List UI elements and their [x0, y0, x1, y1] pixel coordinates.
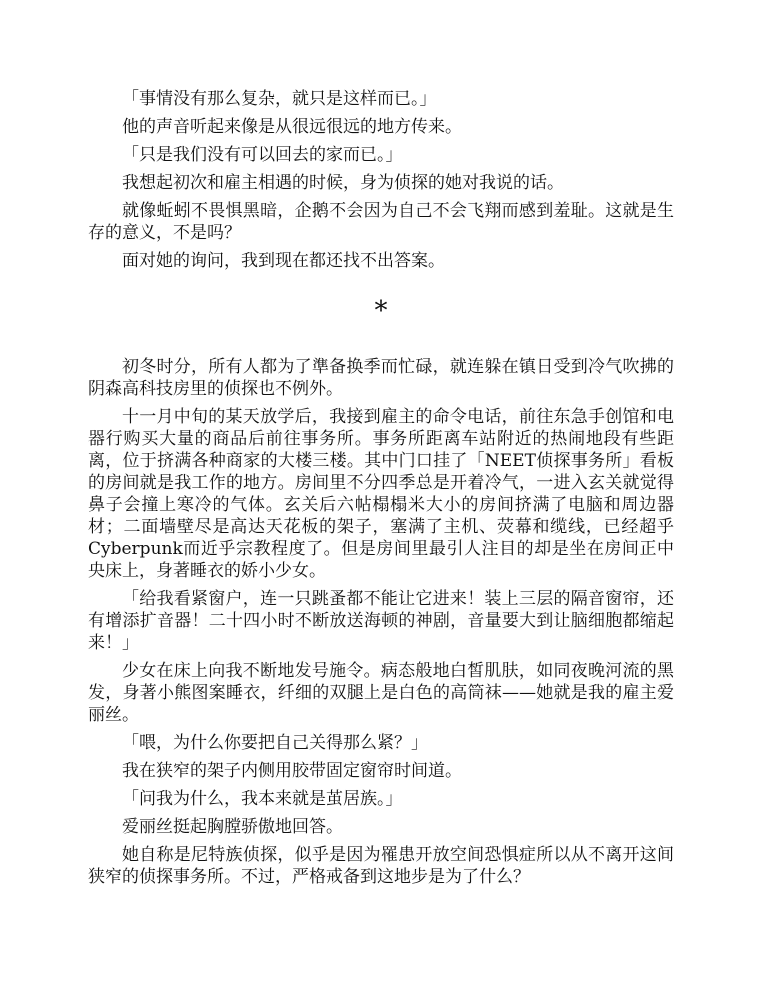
paragraph: 面对她的询问，我到现在都还找不出答案。 — [122, 251, 445, 271]
paragraph: 他的声音听起来像是从很远很远的地方传来。 — [122, 117, 462, 137]
paragraph: 我在狭窄的架子内侧用胶带固定窗帘时间道。 — [122, 761, 462, 781]
paragraph: 「喂，为什么你要把自己关得那么紧？」 — [122, 733, 428, 753]
paragraph: 少女在床上向我不断地发号施令。病态般地白皙肌肤，如同夜晚河流的黑发，身著小熊图案睡衣，纤细的双腿上是白色的高筒袜——她就是我的雇主爱丽丝。 — [88, 661, 674, 725]
section-main — [88, 356, 674, 888]
paragraph: 她自称是尼特族侦探，似乎是因为罹患开放空间恐惧症所以从不离开这间狭窄的侦探事务所。不过，严格戒备到这地步是为了什么？ — [88, 845, 674, 887]
paragraph: 就像蚯蚓不畏惧黑暗，企鹅不会因为自己不会飞翔而感到羞耻。这就是生存的意义，不是吗？ — [88, 201, 674, 243]
paragraph: 我想起初次和雇主相遇的时候，身为侦探的她对我说的话。 — [122, 173, 564, 193]
paragraph: 「事情没有那么复杂，就只是这样而已。」 — [122, 89, 437, 109]
section-opening — [88, 88, 674, 272]
paragraph: 「只是我们没有可以回去的家而已。」 — [122, 145, 403, 165]
paragraph: 初冬时分，所有人都为了準备换季而忙碌，就连躲在镇日受到冷气吹拂的阴森高科技房里的侦探也不例外。 — [88, 357, 674, 399]
document-page — [88, 88, 674, 894]
paragraph: 爱丽丝挺起胸膛骄傲地回答。 — [122, 817, 343, 837]
section-divider-asterisk: * — [374, 296, 388, 326]
paragraph: 「问我为什么，我本来就是茧居族。」 — [122, 789, 403, 809]
paragraph: 「给我看紧窗户，连一只跳蚤都不能让它进来！装上三层的隔音窗帘，还有增添扩音器！二十四小时不断放送海顿的神剧，音量要大到让脑细胞都缩起来！」 — [88, 589, 674, 653]
paragraph: 十一月中旬的某天放学后，我接到雇主的命令电话，前往东急手创馆和电器行购买大量的商品后前往事务所。事务所距离车站附近的热闹地段有些距离，位于挤满各种商家的大楼三楼。其中门口挂了「NEET侦探事务所」看板的房间就是我工作的地方。房间里不分四季总是开着冷气，一进入玄关就觉得鼻子会撞上寒冷的气体。玄关后六帖榻榻米大小的房间挤满了电脑和周边器材；二面墙壁尽是高达天花板的架子，塞满了主机、荧幕和缆线，已经超乎Cyberpunk而近乎宗教程度了。但是房间里最引人注目的却是坐在房间正中央床上，身著睡衣的娇小少女。 — [88, 407, 674, 581]
